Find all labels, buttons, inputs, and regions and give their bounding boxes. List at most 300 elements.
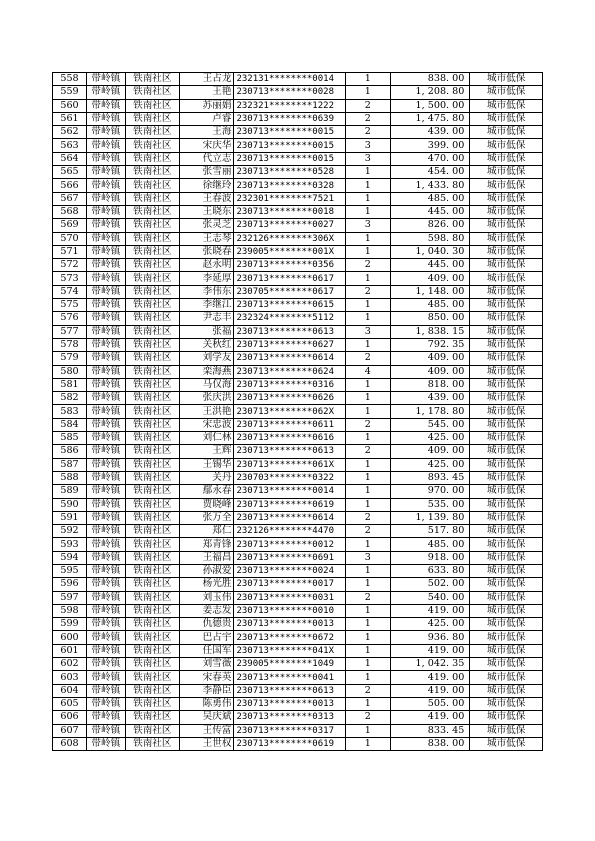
row-number: 581	[53, 378, 87, 391]
community-cell: 铁南社区	[125, 139, 179, 152]
amount-cell: 826. 00	[390, 219, 469, 232]
relief-type-cell: 城市低保	[470, 205, 543, 218]
amount-cell: 838. 00	[390, 73, 469, 86]
relief-type-cell: 城市低保	[470, 564, 543, 577]
id-number-cell: 230713********0015	[234, 126, 345, 139]
row-number: 594	[53, 551, 87, 564]
table-row	[53, 525, 543, 538]
table-row	[53, 259, 543, 272]
amount-cell: 936. 80	[390, 631, 469, 644]
id-number-cell: 230705********0617	[234, 285, 345, 298]
town-cell: 带岭镇	[87, 684, 126, 697]
amount-cell: 454. 00	[390, 166, 469, 179]
community-cell: 铁南社区	[125, 418, 179, 431]
row-number: 595	[53, 564, 87, 577]
name-cell: 贾晓峰	[180, 498, 234, 511]
table-row	[53, 711, 543, 724]
community-cell: 铁南社区	[125, 591, 179, 604]
relief-type-cell: 城市低保	[470, 86, 543, 99]
relief-type-cell: 城市低保	[470, 538, 543, 551]
community-cell: 铁南社区	[125, 126, 179, 139]
relief-type-cell: 城市低保	[470, 604, 543, 617]
household-size-cell: 1	[345, 205, 390, 218]
community-cell: 铁南社区	[125, 112, 179, 125]
name-cell: 王辉	[180, 445, 234, 458]
row-number: 568	[53, 205, 87, 218]
amount-cell: 1, 040. 30	[390, 245, 469, 258]
household-size-cell: 1	[345, 724, 390, 737]
household-size-cell: 2	[345, 126, 390, 139]
community-cell: 铁南社区	[125, 697, 179, 710]
relief-type-cell: 城市低保	[470, 737, 543, 750]
row-number: 599	[53, 618, 87, 631]
name-cell: 鄢永春	[180, 485, 234, 498]
row-number: 558	[53, 73, 87, 86]
amount-cell: 633. 80	[390, 564, 469, 577]
household-size-cell: 1	[345, 272, 390, 285]
table-row	[53, 511, 543, 524]
amount-cell: 445. 00	[390, 259, 469, 272]
row-number: 559	[53, 86, 87, 99]
relief-type-cell: 城市低保	[470, 126, 543, 139]
relief-type-cell: 城市低保	[470, 285, 543, 298]
table-row	[53, 365, 543, 378]
relief-type-cell: 城市低保	[470, 219, 543, 232]
amount-cell: 1, 500. 00	[390, 99, 469, 112]
id-number-cell: 230713********0313	[234, 711, 345, 724]
relief-type-cell: 城市低保	[470, 631, 543, 644]
town-cell: 带岭镇	[87, 166, 126, 179]
id-number-cell: 232321********1222	[234, 99, 345, 112]
amount-cell: 485. 00	[390, 299, 469, 312]
id-number-cell: 230713********0013	[234, 618, 345, 631]
household-size-cell: 2	[345, 352, 390, 365]
id-number-cell: 230713********0626	[234, 392, 345, 405]
amount-cell: 470. 00	[390, 152, 469, 165]
household-size-cell: 3	[345, 551, 390, 564]
amount-cell: 419. 00	[390, 671, 469, 684]
town-cell: 带岭镇	[87, 724, 126, 737]
table-row	[53, 112, 543, 125]
table-row	[53, 458, 543, 471]
amount-cell: 399. 00	[390, 139, 469, 152]
id-number-cell: 230713********0624	[234, 365, 345, 378]
row-number: 598	[53, 604, 87, 617]
community-cell: 铁南社区	[125, 205, 179, 218]
town-cell: 带岭镇	[87, 671, 126, 684]
community-cell: 铁南社区	[125, 458, 179, 471]
amount-cell: 409. 00	[390, 352, 469, 365]
id-number-cell: 230713********0613	[234, 445, 345, 458]
relief-type-cell: 城市低保	[470, 112, 543, 125]
name-cell: 王志琴	[180, 232, 234, 245]
community-cell: 铁南社区	[125, 498, 179, 511]
town-cell: 带岭镇	[87, 485, 126, 498]
amount-cell: 535. 00	[390, 498, 469, 511]
community-cell: 铁南社区	[125, 219, 179, 232]
amount-cell: 792. 35	[390, 338, 469, 351]
household-size-cell: 1	[345, 458, 390, 471]
row-number: 574	[53, 285, 87, 298]
id-number-cell: 230713********0528	[234, 166, 345, 179]
row-number: 600	[53, 631, 87, 644]
relief-type-cell: 城市低保	[470, 338, 543, 351]
household-size-cell: 1	[345, 485, 390, 498]
amount-cell: 409. 00	[390, 365, 469, 378]
community-cell: 铁南社区	[125, 684, 179, 697]
name-cell: 李延厚	[180, 272, 234, 285]
relief-type-cell: 城市低保	[470, 618, 543, 631]
town-cell: 带岭镇	[87, 232, 126, 245]
name-cell: 杨光胜	[180, 578, 234, 591]
community-cell: 铁南社区	[125, 644, 179, 657]
town-cell: 带岭镇	[87, 312, 126, 325]
row-number: 560	[53, 99, 87, 112]
community-cell: 铁南社区	[125, 378, 179, 391]
table-row	[53, 564, 543, 577]
table-row	[53, 658, 543, 671]
town-cell: 带岭镇	[87, 697, 126, 710]
amount-cell: 1, 838. 15	[390, 325, 469, 338]
community-cell: 铁南社区	[125, 352, 179, 365]
household-size-cell: 2	[345, 525, 390, 538]
row-number: 565	[53, 166, 87, 179]
amount-cell: 970. 00	[390, 485, 469, 498]
town-cell: 带岭镇	[87, 445, 126, 458]
town-cell: 带岭镇	[87, 658, 126, 671]
name-cell: 王占龙	[180, 73, 234, 86]
community-cell: 铁南社区	[125, 325, 179, 338]
community-cell: 铁南社区	[125, 671, 179, 684]
community-cell: 铁南社区	[125, 392, 179, 405]
relief-type-cell: 城市低保	[470, 551, 543, 564]
name-cell: 王海	[180, 126, 234, 139]
name-cell: 任国军	[180, 644, 234, 657]
id-number-cell: 230713********0615	[234, 299, 345, 312]
name-cell: 孙淑爱	[180, 564, 234, 577]
amount-cell: 419. 00	[390, 604, 469, 617]
town-cell: 带岭镇	[87, 378, 126, 391]
relief-type-cell: 城市低保	[470, 152, 543, 165]
town-cell: 带岭镇	[87, 631, 126, 644]
amount-cell: 439. 00	[390, 126, 469, 139]
town-cell: 带岭镇	[87, 205, 126, 218]
name-cell: 李伟东	[180, 285, 234, 298]
amount-cell: 1, 148. 00	[390, 285, 469, 298]
row-number: 575	[53, 299, 87, 312]
community-cell: 铁南社区	[125, 192, 179, 205]
id-number-cell: 230713********0013	[234, 697, 345, 710]
relief-type-cell: 城市低保	[470, 498, 543, 511]
row-number: 593	[53, 538, 87, 551]
household-size-cell: 1	[345, 378, 390, 391]
name-cell: 王艳	[180, 86, 234, 99]
row-number: 580	[53, 365, 87, 378]
id-number-cell: 232131********0014	[234, 73, 345, 86]
relief-type-cell: 城市低保	[470, 724, 543, 737]
name-cell: 马仅海	[180, 378, 234, 391]
table-row	[53, 551, 543, 564]
town-cell: 带岭镇	[87, 458, 126, 471]
community-cell: 铁南社区	[125, 312, 179, 325]
id-number-cell: 230713********0613	[234, 684, 345, 697]
id-number-cell: 230713********0010	[234, 604, 345, 617]
town-cell: 带岭镇	[87, 471, 126, 484]
row-number: 576	[53, 312, 87, 325]
household-size-cell: 1	[345, 392, 390, 405]
amount-cell: 818. 00	[390, 378, 469, 391]
amount-cell: 425. 00	[390, 618, 469, 631]
table-row	[53, 205, 543, 218]
name-cell: 仇德贵	[180, 618, 234, 631]
id-number-cell: 230713********0614	[234, 352, 345, 365]
table-row	[53, 232, 543, 245]
name-cell: 关丹	[180, 471, 234, 484]
town-cell: 带岭镇	[87, 245, 126, 258]
row-number: 566	[53, 179, 87, 192]
table-row	[53, 392, 543, 405]
name-cell: 王洪艳	[180, 405, 234, 418]
table-row	[53, 724, 543, 737]
town-cell: 带岭镇	[87, 604, 126, 617]
table-row	[53, 219, 543, 232]
name-cell: 代立志	[180, 152, 234, 165]
household-size-cell: 1	[345, 658, 390, 671]
row-number: 601	[53, 644, 87, 657]
community-cell: 铁南社区	[125, 618, 179, 631]
name-cell: 宋庆华	[180, 139, 234, 152]
row-number: 562	[53, 126, 87, 139]
name-cell: 刘雪薇	[180, 658, 234, 671]
community-cell: 铁南社区	[125, 724, 179, 737]
household-size-cell: 1	[345, 671, 390, 684]
community-cell: 铁南社区	[125, 245, 179, 258]
table-row	[53, 192, 543, 205]
id-number-cell: 232126********306X	[234, 232, 345, 245]
relief-type-cell: 城市低保	[470, 73, 543, 86]
id-number-cell: 230713********0639	[234, 112, 345, 125]
name-cell: 王锡华	[180, 458, 234, 471]
community-cell: 铁南社区	[125, 86, 179, 99]
row-number: 597	[53, 591, 87, 604]
name-cell: 巴占宇	[180, 631, 234, 644]
name-cell: 张庆洪	[180, 392, 234, 405]
amount-cell: 1, 475. 80	[390, 112, 469, 125]
id-number-cell: 230713********0617	[234, 272, 345, 285]
town-cell: 带岭镇	[87, 392, 126, 405]
community-cell: 铁南社区	[125, 99, 179, 112]
relief-type-cell: 城市低保	[470, 684, 543, 697]
amount-cell: 893. 45	[390, 471, 469, 484]
table-row	[53, 418, 543, 431]
id-number-cell: 230713********062X	[234, 405, 345, 418]
relief-type-cell: 城市低保	[470, 485, 543, 498]
row-number: 577	[53, 325, 87, 338]
name-cell: 王晓东	[180, 205, 234, 218]
relief-type-cell: 城市低保	[470, 711, 543, 724]
household-size-cell: 2	[345, 112, 390, 125]
table-row	[53, 538, 543, 551]
table-row	[53, 737, 543, 750]
row-number: 590	[53, 498, 87, 511]
town-cell: 带岭镇	[87, 73, 126, 86]
table-row	[53, 352, 543, 365]
town-cell: 带岭镇	[87, 126, 126, 139]
table-row	[53, 299, 543, 312]
amount-cell: 409. 00	[390, 272, 469, 285]
relief-type-cell: 城市低保	[470, 192, 543, 205]
row-number: 584	[53, 418, 87, 431]
name-cell: 陈勇伟	[180, 697, 234, 710]
relief-type-cell: 城市低保	[470, 578, 543, 591]
household-size-cell: 3	[345, 152, 390, 165]
name-cell: 张雪丽	[180, 166, 234, 179]
name-cell: 王春波	[180, 192, 234, 205]
town-cell: 带岭镇	[87, 551, 126, 564]
household-size-cell: 3	[345, 325, 390, 338]
table-row	[53, 179, 543, 192]
table-row	[53, 325, 543, 338]
row-number: 578	[53, 338, 87, 351]
community-cell: 铁南社区	[125, 551, 179, 564]
id-number-cell: 230713********0015	[234, 139, 345, 152]
town-cell: 带岭镇	[87, 338, 126, 351]
table-row	[53, 73, 543, 86]
community-cell: 铁南社区	[125, 737, 179, 750]
row-number: 608	[53, 737, 87, 750]
household-size-cell: 1	[345, 432, 390, 445]
table-row	[53, 126, 543, 139]
relief-type-cell: 城市低保	[470, 272, 543, 285]
table-row	[53, 86, 543, 99]
town-cell: 带岭镇	[87, 737, 126, 750]
town-cell: 带岭镇	[87, 272, 126, 285]
name-cell: 张灵芝	[180, 219, 234, 232]
name-cell: 刘玉伟	[180, 591, 234, 604]
town-cell: 带岭镇	[87, 511, 126, 524]
household-size-cell: 1	[345, 564, 390, 577]
name-cell: 李静臣	[180, 684, 234, 697]
amount-cell: 540. 00	[390, 591, 469, 604]
relief-type-cell: 城市低保	[470, 591, 543, 604]
community-cell: 铁南社区	[125, 179, 179, 192]
household-size-cell: 4	[345, 365, 390, 378]
town-cell: 带岭镇	[87, 711, 126, 724]
id-number-cell: 230713********0027	[234, 219, 345, 232]
name-cell: 李继江	[180, 299, 234, 312]
id-number-cell: 232126********4470	[234, 525, 345, 538]
relief-type-cell: 城市低保	[470, 365, 543, 378]
community-cell: 铁南社区	[125, 405, 179, 418]
town-cell: 带岭镇	[87, 525, 126, 538]
relief-type-cell: 城市低保	[470, 644, 543, 657]
table-body	[53, 73, 543, 751]
household-size-cell: 3	[345, 219, 390, 232]
row-number: 564	[53, 152, 87, 165]
amount-cell: 850. 00	[390, 312, 469, 325]
id-number-cell: 230713********041X	[234, 644, 345, 657]
id-number-cell: 230713********0017	[234, 578, 345, 591]
relief-type-cell: 城市低保	[470, 418, 543, 431]
town-cell: 带岭镇	[87, 99, 126, 112]
relief-type-cell: 城市低保	[470, 511, 543, 524]
household-size-cell: 2	[345, 684, 390, 697]
id-number-cell: 230713********0018	[234, 205, 345, 218]
table-row	[53, 245, 543, 258]
name-cell: 张万全	[180, 511, 234, 524]
id-number-cell: 230713********0024	[234, 564, 345, 577]
household-size-cell: 1	[345, 299, 390, 312]
amount-cell: 502. 00	[390, 578, 469, 591]
name-cell: 郑青锋	[180, 538, 234, 551]
town-cell: 带岭镇	[87, 285, 126, 298]
relief-type-cell: 城市低保	[470, 325, 543, 338]
community-cell: 铁南社区	[125, 631, 179, 644]
household-size-cell: 1	[345, 578, 390, 591]
household-size-cell: 1	[345, 737, 390, 750]
community-cell: 铁南社区	[125, 604, 179, 617]
table-row	[53, 697, 543, 710]
town-cell: 带岭镇	[87, 405, 126, 418]
household-size-cell: 1	[345, 166, 390, 179]
town-cell: 带岭镇	[87, 152, 126, 165]
community-cell: 铁南社区	[125, 564, 179, 577]
name-cell: 王传富	[180, 724, 234, 737]
row-number: 591	[53, 511, 87, 524]
table-row	[53, 378, 543, 391]
table-row	[53, 272, 543, 285]
amount-cell: 439. 00	[390, 392, 469, 405]
household-size-cell: 1	[345, 73, 390, 86]
household-size-cell: 2	[345, 99, 390, 112]
household-size-cell: 1	[345, 192, 390, 205]
table-row	[53, 338, 543, 351]
household-size-cell: 1	[345, 604, 390, 617]
id-number-cell: 230713********0028	[234, 86, 345, 99]
town-cell: 带岭镇	[87, 192, 126, 205]
relief-type-cell: 城市低保	[470, 697, 543, 710]
relief-type-cell: 城市低保	[470, 179, 543, 192]
row-number: 572	[53, 259, 87, 272]
row-number: 569	[53, 219, 87, 232]
name-cell: 刘仁林	[180, 432, 234, 445]
relief-type-cell: 城市低保	[470, 445, 543, 458]
amount-cell: 1, 208. 80	[390, 86, 469, 99]
name-cell: 尹志丰	[180, 312, 234, 325]
row-number: 585	[53, 432, 87, 445]
community-cell: 铁南社区	[125, 338, 179, 351]
community-cell: 铁南社区	[125, 232, 179, 245]
id-number-cell: 230713********061X	[234, 458, 345, 471]
household-size-cell: 1	[345, 245, 390, 258]
row-number: 602	[53, 658, 87, 671]
table-row	[53, 631, 543, 644]
table-row	[53, 578, 543, 591]
row-number: 607	[53, 724, 87, 737]
relief-recipients-table	[52, 72, 543, 751]
town-cell: 带岭镇	[87, 564, 126, 577]
amount-cell: 485. 00	[390, 192, 469, 205]
town-cell: 带岭镇	[87, 365, 126, 378]
community-cell: 铁南社区	[125, 365, 179, 378]
community-cell: 铁南社区	[125, 471, 179, 484]
row-number: 567	[53, 192, 87, 205]
household-size-cell: 2	[345, 285, 390, 298]
household-size-cell: 3	[345, 139, 390, 152]
table-row	[53, 471, 543, 484]
relief-type-cell: 城市低保	[470, 471, 543, 484]
name-cell: 宋春英	[180, 671, 234, 684]
